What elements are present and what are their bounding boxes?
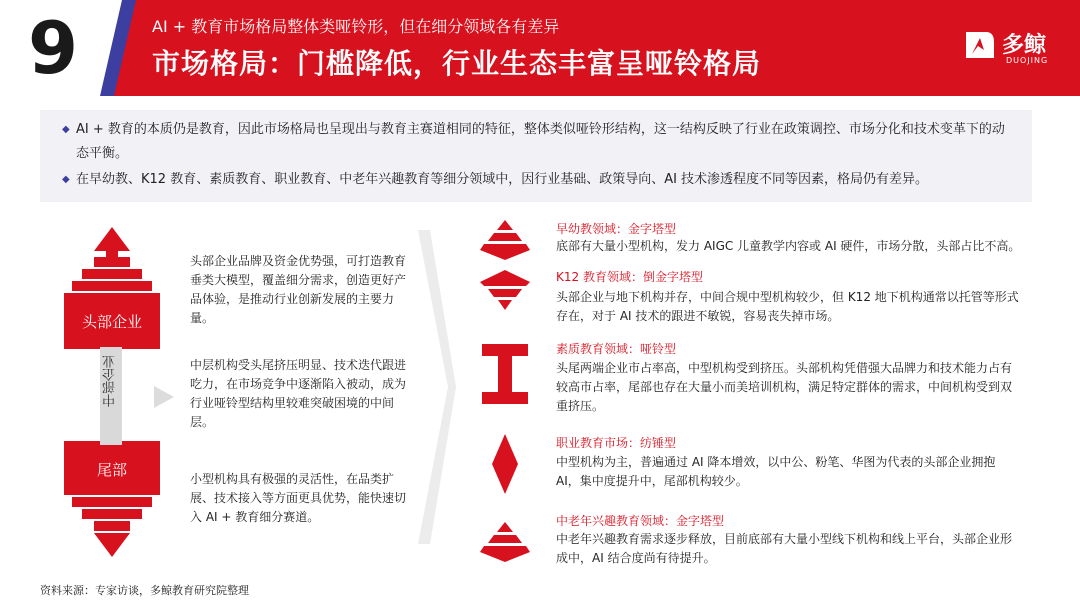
dumbbell-icon <box>482 344 528 404</box>
brand-logo <box>962 24 1072 74</box>
whale-logo-icon <box>962 28 996 62</box>
pyramid-icon <box>480 218 530 260</box>
logo-text-cn: 多鲸 <box>1002 33 1047 58</box>
header-banner <box>0 0 1080 96</box>
segment-text-early-childhood: 底部有大量小型机构，发力 AIGC 儿童教学内容或 AI 硬件，市场分散，头部占比不高。 <box>556 239 1021 253</box>
top-enterprise-label: 头部企业 <box>64 297 160 345</box>
small-arrow-icon <box>150 382 178 412</box>
segment-title-elderly: 中老年兴趣教育领域：金字塔型 <box>556 514 725 528</box>
segment-text-quality: 头尾两端企业市占率高，中型机构受到挤压。头部机构凭借强大品牌力和技术能力占有较高市占率，尾部也存在大量小而美培训机构，满足特定群体的需求，中间机构受到双重挤压。 <box>556 361 1013 413</box>
logo-text-en: DUOJING <box>1006 56 1049 65</box>
segment-text-k12: 头部企业与地下机构并存，中间合规中型机构较少，但 K12 地下机构通常以托管等形式存在，对于 AI 技术的跟进不敏锐，容易丧失掉市场。 <box>556 290 1019 323</box>
segment-text-elderly: 中老年兴趣教育需求逐步释放，目前底部有大量小型线下机构和线上平台，头部企业形成中，AI 结合度尚有待提升。 <box>556 532 1013 565</box>
segment-title-quality: 素质教育领域：哑铃型 <box>556 342 677 356</box>
intro-panel <box>40 110 1032 202</box>
intro-bullet-text: AI + 教育的本质仍是教育，因此市场格局也呈现出与教育主赛道相同的特征，整体类似哑铃形结构，这一结构反映了行业在政策调控、市场分化和技术变革下的动态平衡。 <box>76 122 1005 161</box>
segment-title-early-childhood: 早幼教领域：金字塔型 <box>556 222 677 236</box>
bottom-enterprise-label: 尾部 <box>64 445 160 493</box>
page-title: 市场格局：门槛降低，行业生态丰富呈哑铃格局 <box>152 47 762 80</box>
segment-title-vocational: 职业教育市场：纺锤型 <box>556 436 677 450</box>
inverted-pyramid-icon <box>480 270 530 314</box>
section-number: 9 <box>28 6 79 90</box>
middle-enterprise-desc: 中层机构受头尾挤压明显、技术迭代跟进吃力，在市场竞争中逐渐陷入被动，成为行业哑铃型结构里较难突破困境的中间层。 <box>190 358 407 429</box>
dumbbell-diagram <box>64 225 164 565</box>
chevron-right-icon <box>396 222 456 552</box>
segment-text-vocational: 中型机构为主，普遍通过 AI 降本增效，以中公、粉笔、华图为代表的头部企业拥抱 AI，集中度提升中，尾部机构较少。 <box>556 455 996 488</box>
bottom-enterprise-desc: 小型机构具有极强的灵活性，在品类扩展、技术接入等方面更具优势，能快速切入 AI + 教育细分赛道。 <box>190 472 407 524</box>
page-subtitle: AI + 教育市场格局整体类哑铃形，但在细分领域各有差异 <box>152 17 560 36</box>
intro-bullet-2 <box>62 168 1016 192</box>
top-enterprise-desc: 头部企业品牌及资金优势强，可打造教育垂类大模型，覆盖细分需求，创造更好产品体验，是推动行业创新发展的主要力量。 <box>190 254 407 325</box>
source-note: 资料来源：专家访谈，多鲸教育研究院整理 <box>40 584 249 597</box>
segment-title-k12: K12 教育领域：倒金字塔型 <box>556 270 703 284</box>
diamond-bullet-icon: ◆ <box>62 124 70 135</box>
middle-enterprise-label: 中部企业 <box>103 355 118 407</box>
intro-bullet-1 <box>62 118 1016 166</box>
intro-bullet-text: 在早幼教、K12 教育、素质教育、职业教育、中老年兴趣教育等细分领域中，因行业基础、政策导向、AI 技术渗透程度不同等因素，格局仍有差异。 <box>76 172 929 187</box>
spindle-icon <box>492 434 518 494</box>
pyramid-icon <box>480 520 530 562</box>
diamond-bullet-icon: ◆ <box>62 174 70 185</box>
